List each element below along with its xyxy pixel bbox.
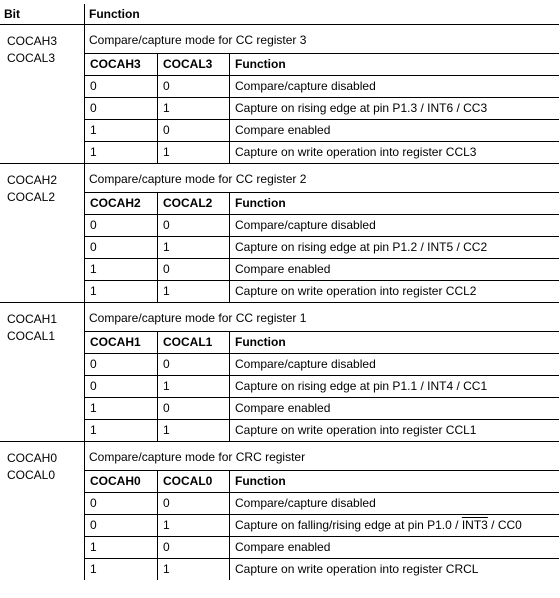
bit-high-value: 0 (85, 376, 158, 398)
group-caption: Compare/capture mode for CC register 1 (89, 311, 307, 325)
mode-description: Capture on rising edge at pin P1.1 / INT4 / CC1 (230, 376, 560, 398)
bit-low-value: 1 (158, 559, 230, 581)
mode-row (85, 537, 559, 559)
mode-row (85, 376, 559, 398)
bit-low-value: 1 (158, 98, 230, 120)
description-part: / CC0 (487, 518, 522, 532)
header-row (0, 4, 559, 25)
groups-body (0, 25, 559, 581)
register-group-row (0, 164, 559, 303)
bit-names-cell (0, 164, 85, 303)
mode-description: Compare enabled (230, 259, 560, 281)
group-caption: Compare/capture mode for CC register 2 (89, 172, 307, 186)
mode-function-header: Function (230, 332, 560, 354)
mode-row (85, 354, 559, 376)
mode-description: Compare enabled (230, 120, 560, 142)
bit-low-value: 0 (158, 537, 230, 559)
bit-low-value: 1 (158, 515, 230, 537)
bit-low-value: 1 (158, 281, 230, 303)
bit-high-value: 0 (85, 237, 158, 259)
bit-low-value: 1 (158, 420, 230, 442)
mode-description: Compare enabled (230, 398, 560, 420)
bit-names-cell (0, 25, 85, 164)
register-group-row (0, 303, 559, 442)
mode-row (85, 493, 559, 515)
bit-high-header: COCAH1 (85, 332, 158, 354)
mode-description: Capture on write operation into register CCL1 (230, 420, 560, 442)
bit-low-value: 0 (158, 259, 230, 281)
inverted-signal-name: INT3 (461, 518, 488, 532)
function-cell (85, 25, 560, 164)
mode-description: Compare/capture disabled (230, 215, 560, 237)
mode-row (85, 515, 559, 537)
mode-table-header-row (85, 332, 559, 354)
mode-table-header-row (85, 193, 559, 215)
bit-high-value: 1 (85, 142, 158, 164)
register-bit-table (0, 4, 559, 580)
mode-row (85, 559, 559, 581)
bit-high-header: COCAH2 (85, 193, 158, 215)
function-cell (85, 164, 560, 303)
bit-low-value: 0 (158, 398, 230, 420)
mode-row (85, 237, 559, 259)
description-part: Capture on falling/rising edge at pin P1.0 / (235, 518, 462, 532)
mode-description: Capture on rising edge at pin P1.2 / INT5 / CC2 (230, 237, 560, 259)
mode-description: Capture on write operation into register CCL2 (230, 281, 560, 303)
mode-description: Compare/capture disabled (230, 354, 560, 376)
bit-name: COCAL2 (7, 190, 56, 204)
bit-high-value: 1 (85, 537, 158, 559)
mode-description: Compare/capture disabled (230, 493, 560, 515)
bit-column-header: Bit (0, 4, 85, 25)
mode-row (85, 120, 559, 142)
mode-row (85, 259, 559, 281)
bit-low-header: COCAL2 (158, 193, 230, 215)
mode-function-header: Function (230, 54, 560, 76)
mode-table-header-row (85, 471, 559, 493)
bit-low-value: 0 (158, 215, 230, 237)
bit-high-value: 0 (85, 354, 158, 376)
mode-row (85, 215, 559, 237)
bit-high-header: COCAH3 (85, 54, 158, 76)
function-column-header: Function (85, 4, 560, 25)
bit-high-value: 0 (85, 76, 158, 98)
bit-name: COCAL0 (7, 468, 56, 482)
register-group-row (0, 442, 559, 581)
bit-names-cell (0, 442, 85, 581)
mode-table-header-row (85, 54, 559, 76)
mode-table (85, 470, 559, 580)
bit-low-value: 1 (158, 237, 230, 259)
bit-name: COCAL3 (7, 51, 56, 65)
bit-low-value: 1 (158, 142, 230, 164)
bit-low-header: COCAL1 (158, 332, 230, 354)
bit-low-value: 0 (158, 76, 230, 98)
bit-name: COCAH3 (7, 34, 58, 48)
bit-low-value: 0 (158, 354, 230, 376)
bit-high-value: 0 (85, 98, 158, 120)
mode-description: Capture on rising edge at pin P1.3 / INT6 / CC3 (230, 98, 560, 120)
bit-low-value: 0 (158, 120, 230, 142)
mode-description: Compare/capture disabled (230, 76, 560, 98)
bit-names-cell (0, 303, 85, 442)
bit-high-value: 1 (85, 420, 158, 442)
register-group-row (0, 25, 559, 164)
mode-description: Capture on write operation into register CRCL (230, 559, 560, 581)
bit-name: COCAH2 (7, 173, 58, 187)
bit-high-value: 1 (85, 398, 158, 420)
mode-row (85, 281, 559, 303)
mode-function-header: Function (230, 193, 560, 215)
bit-high-value: 1 (85, 281, 158, 303)
bit-high-value: 0 (85, 515, 158, 537)
bit-high-value: 1 (85, 559, 158, 581)
bit-name: COCAL1 (7, 329, 56, 343)
bit-low-value: 1 (158, 376, 230, 398)
bit-low-header: COCAL0 (158, 471, 230, 493)
bit-high-value: 0 (85, 493, 158, 515)
mode-description (230, 515, 560, 537)
bit-high-value: 1 (85, 259, 158, 281)
bit-low-value: 0 (158, 493, 230, 515)
mode-row (85, 98, 559, 120)
function-cell (85, 303, 560, 442)
bit-low-header: COCAL3 (158, 54, 230, 76)
function-cell (85, 442, 560, 581)
mode-table (85, 53, 559, 163)
bit-high-value: 1 (85, 120, 158, 142)
mode-function-header: Function (230, 471, 560, 493)
group-caption: Compare/capture mode for CC register 3 (89, 33, 307, 47)
mode-row (85, 142, 559, 164)
mode-row (85, 76, 559, 98)
mode-row (85, 420, 559, 442)
mode-description: Capture on write operation into register CCL3 (230, 142, 560, 164)
mode-row (85, 398, 559, 420)
mode-table (85, 331, 559, 441)
bit-name: COCAH0 (7, 451, 58, 465)
bit-name: COCAH1 (7, 312, 58, 326)
bit-high-value: 0 (85, 215, 158, 237)
group-caption: Compare/capture mode for CRC register (89, 450, 306, 464)
mode-table (85, 192, 559, 302)
mode-description: Compare enabled (230, 537, 560, 559)
bit-high-header: COCAH0 (85, 471, 158, 493)
